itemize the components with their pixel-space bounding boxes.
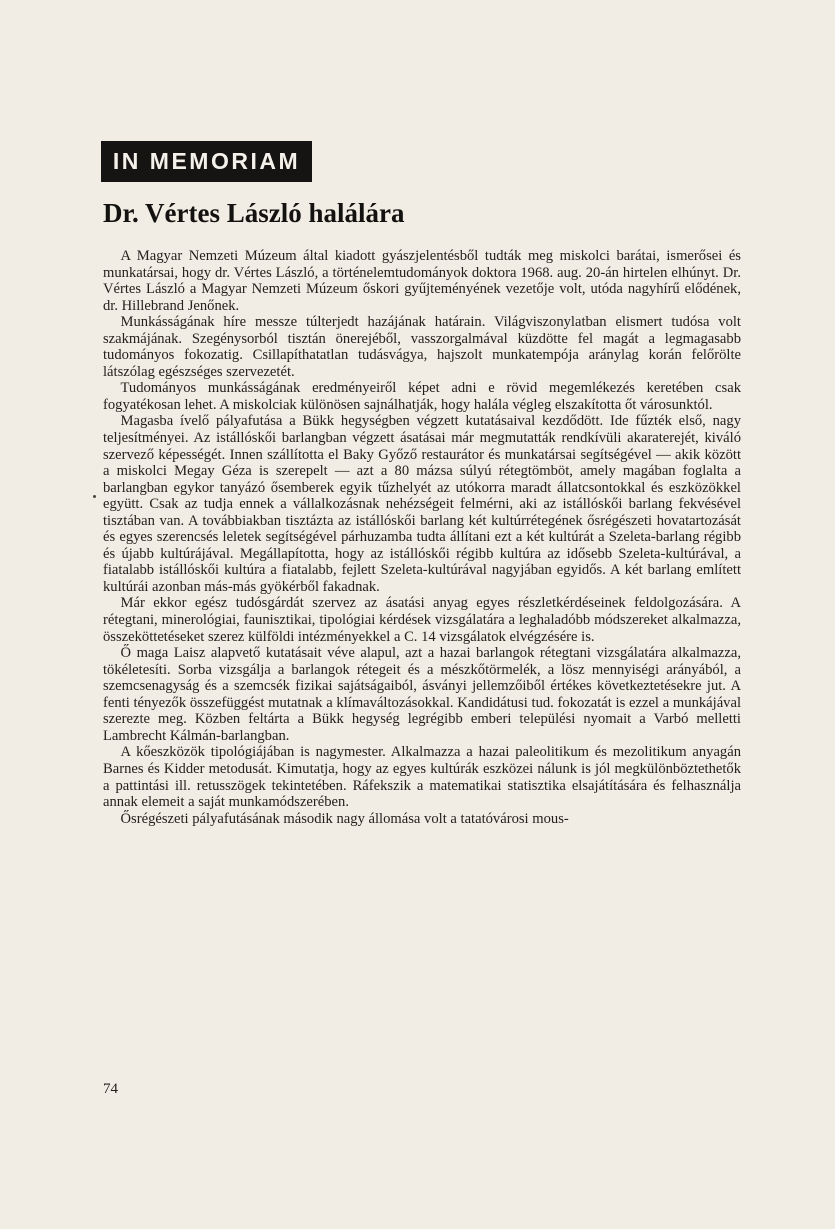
article-body bbox=[103, 248, 741, 827]
paragraph: Magasba ívelő pályafutása a Bükk hegységben végzett kutatásaival kezdődött. Ide fűzték első, nagy teljesítményei. Az istállóskői barlangban végzett ásatásai már megmutatták rendkívüli akaraterejét, kiváló szervező képességét. Innen szállította el Baky Győző restaurátor és munkatársai segítségével — akik között a miskolci Megay Géza is szerepelt — azt a 80 mázsa súlyú rétegtömböt, amely magában foglalta a barlangban egykor tanyázó ősemberek egyik tűzhelyét az utókorra maradt állatcsontokkal és eszközökkel együtt. Csak az tudja ennek a vállalkozásnak nehézségeit felmérni, aki az istállóskői barlang fekvésével tisztában van. A továbbiakban tisztázta az istállóskői barlang két kultúrrétegének ősrégészeti hovatartozását és egyes szerencsés leletek segítségével párhuzamba tudta állítani ezt a két kultúrát a Szeleta-barlang régibb és újabb kultúrájával. Megállapította, hogy az istállóskői régibb kultúra az idősebb Szeleta-kultúrával, a fiatalabb istállóskői kultúra a fiatalabb, fejlett Szeleta-kultúrával nagyjában egyidős. A két barlang említett kultúrái azonban más-más gyökérből fakadnak. bbox=[103, 413, 741, 595]
article-title: Dr. Vértes László halálára bbox=[103, 198, 405, 228]
page-number: 74 bbox=[103, 1081, 118, 1097]
section-banner: IN MEMORIAM bbox=[101, 141, 312, 182]
paragraph: Már ekkor egész tudósgárdát szervez az ásatási anyag egyes részletkérdéseinek feldolgozására. A rétegtani, minerológiai, faunisztikai, tipológiai kérdések vizsgálatára a leghaladóbb módszereket alkalmazza, összeköttetéseket szerez külföldi intézményekkel a C. 14 vizsgálatok elvégzésére is. bbox=[103, 595, 741, 645]
print-speck bbox=[93, 495, 96, 498]
paragraph: Tudományos munkásságának eredményeiről képet adni e rövid megemlékezés keretében csak fogyatékosan lehet. A miskolciak különösen sajnálhatják, hogy halála végleg elszakította őt városunktól. bbox=[103, 380, 741, 413]
paragraph: A kőeszközök tipológiájában is nagymester. Alkalmazza a hazai paleolitikum és mezolitikum anyagán Barnes és Kidder metodusát. Kimutatja, hogy az egyes kultúrák eszközei nálunk is jól megkülönböztethetők a pattintási ill. retusszögek tekintetében. Ráfekszik a matematikai statisztika elsajátítására és felhasználja annak elemeit a saját munkamódszerében. bbox=[103, 744, 741, 811]
paragraph: Munkásságának híre messze túlterjedt hazájának határain. Világviszonylatban elismert tudósa volt szakmájának. Szegénysorból tisztán önerejéből, vasszorgalmával küzdötte fel magát a legmagasabb tudományos fokozatig. Csillapíthatatlan tudásvágya, hajszolt munkatempója aránylag korán felőrölte látszólag egészséges szervezetét. bbox=[103, 314, 741, 380]
paragraph: A Magyar Nemzeti Múzeum által kiadott gyászjelentésből tudták meg miskolci barátai, ismerősei és munkatársai, hogy dr. Vértes László, a történelemtudományok doktora 1968. aug. 20-án hirtelen elhúnyt. Dr. Vértes László a Magyar Nemzeti Múzeum őskori gyűjteményének vezetője volt, utóda nagyhírű elődének, dr. Hillebrand Jenőnek. bbox=[103, 248, 741, 314]
paragraph: Ősrégészeti pályafutásának második nagy állomása volt a tatatóvárosi mous- bbox=[120, 810, 569, 827]
paragraph: Ő maga Laisz alapvető kutatásait véve alapul, azt a hazai barlangok rétegtani vizsgálatára alkalmazza, tökéletesíti. Sorba vizsgálja a barlangok rétegeit és a mészkőtörmelék, a lösz mennyiségi arányából, a szemcsenagyság és a szemcsék fizikai sajátságaiból, ásványi jellemzőiből értékes következtetésekre jut. A fenti tényezők összefüggést mutatnak a klímaváltozásokkal. Kandidátusi tud. fokozatát is ezzel a munkájával szerezte meg. Közben feltárta a Bükk hegység legrégibb emberi települési nyomait a Varbó melletti Lambrecht Kálmán-barlangban. bbox=[103, 645, 741, 744]
